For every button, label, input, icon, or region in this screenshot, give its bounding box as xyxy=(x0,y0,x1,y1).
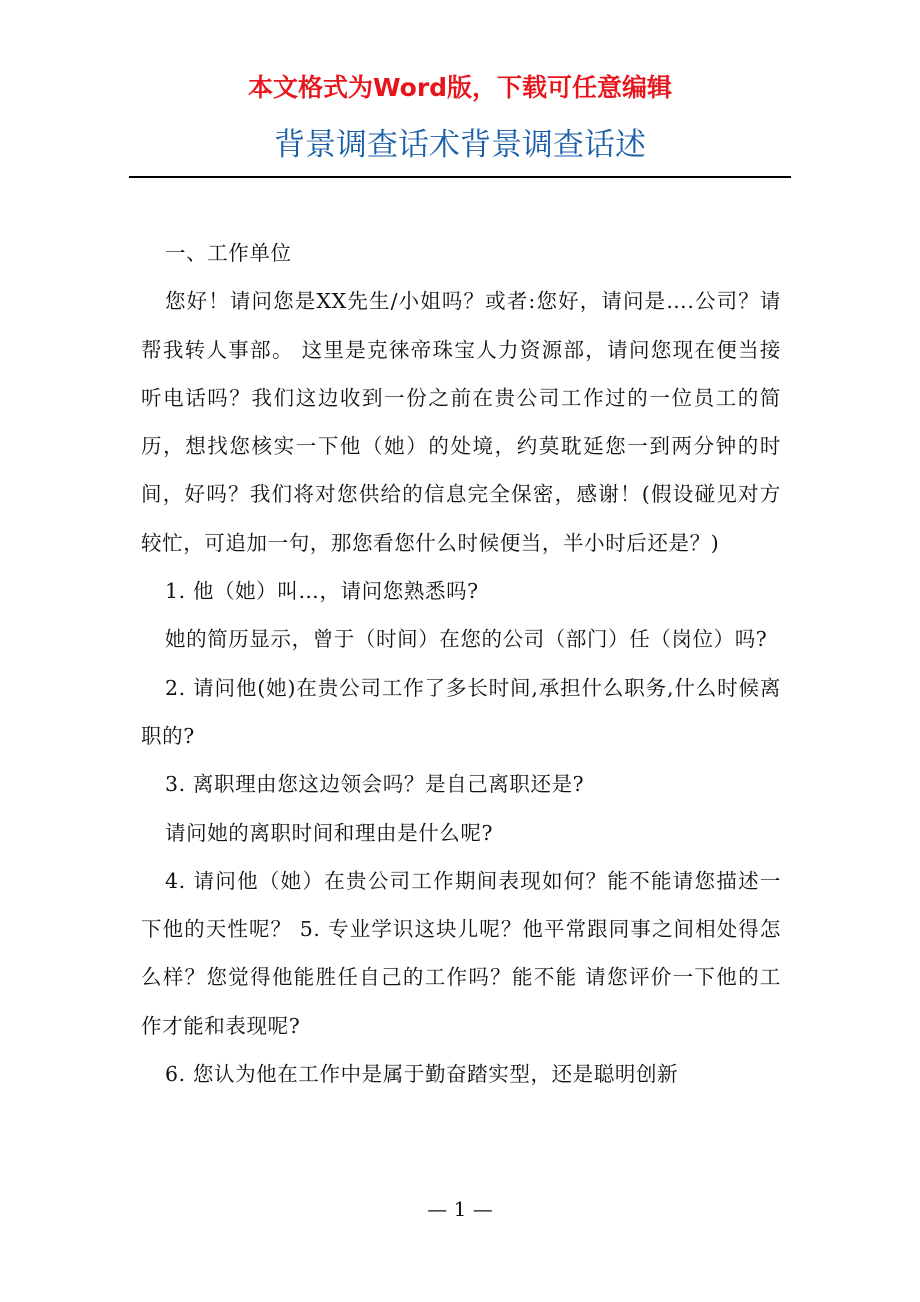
document-title: 背景调查话术背景调查话述 xyxy=(274,127,646,163)
question-6: 6. 您认为他在工作中是属于勤奋踏实型，还是聪明创新 xyxy=(165,1062,679,1087)
section-heading: 一、工作单位 xyxy=(165,241,292,265)
paragraph-resume-check: 她的简历显示，曾于（时间）在您的公司（部门）任（岗位）吗? xyxy=(165,627,768,652)
document-body xyxy=(141,229,781,1098)
question-4-5: 4. 请问他（她）在贵公司工作期间表现如何？能不能请您描述一下他的天性呢？ 5. 专业学识这块儿呢？他平常跟同事之间相处得怎么样？您觉得他能胜任自己的工作吗？能不能 请您评价一下他的工作才能和表现呢? xyxy=(141,868,781,1038)
question-2: 2. 请问他(她)在贵公司工作了多长时间,承担什么职务,什么时候离职的? xyxy=(141,675,781,748)
paragraph-greeting: 您好！请问您是XX先生/小姐吗？或者:您好，请问是….公司？请帮我转人事部。 这里是克徕帝珠宝人力资源部，请问您现在便当接听电话吗？我们这边收到一份之前在贵公司工作过的一位员工的简历，想找您核实一下他（她）的处境，约莫耽延您一到两分钟的时间，好吗？我们将对您供给的信息完全保密，感谢！(假设碰见对方较忙，可追加一句，那您看您什么时候便当，半小时后还是？) xyxy=(141,289,781,555)
question-1: 1. 他（她）叫…，请问您熟悉吗? xyxy=(165,579,479,604)
question-3: 3. 离职理由您这边领会吗？是自己离职还是? xyxy=(165,772,585,797)
title-divider xyxy=(129,176,791,178)
format-banner: 本文格式为Word版，下载可任意编辑 xyxy=(247,73,673,102)
paragraph-leaving-reason: 请问她的离职时间和理由是什么呢? xyxy=(165,820,494,845)
page-number: — 1 — xyxy=(427,1197,493,1221)
